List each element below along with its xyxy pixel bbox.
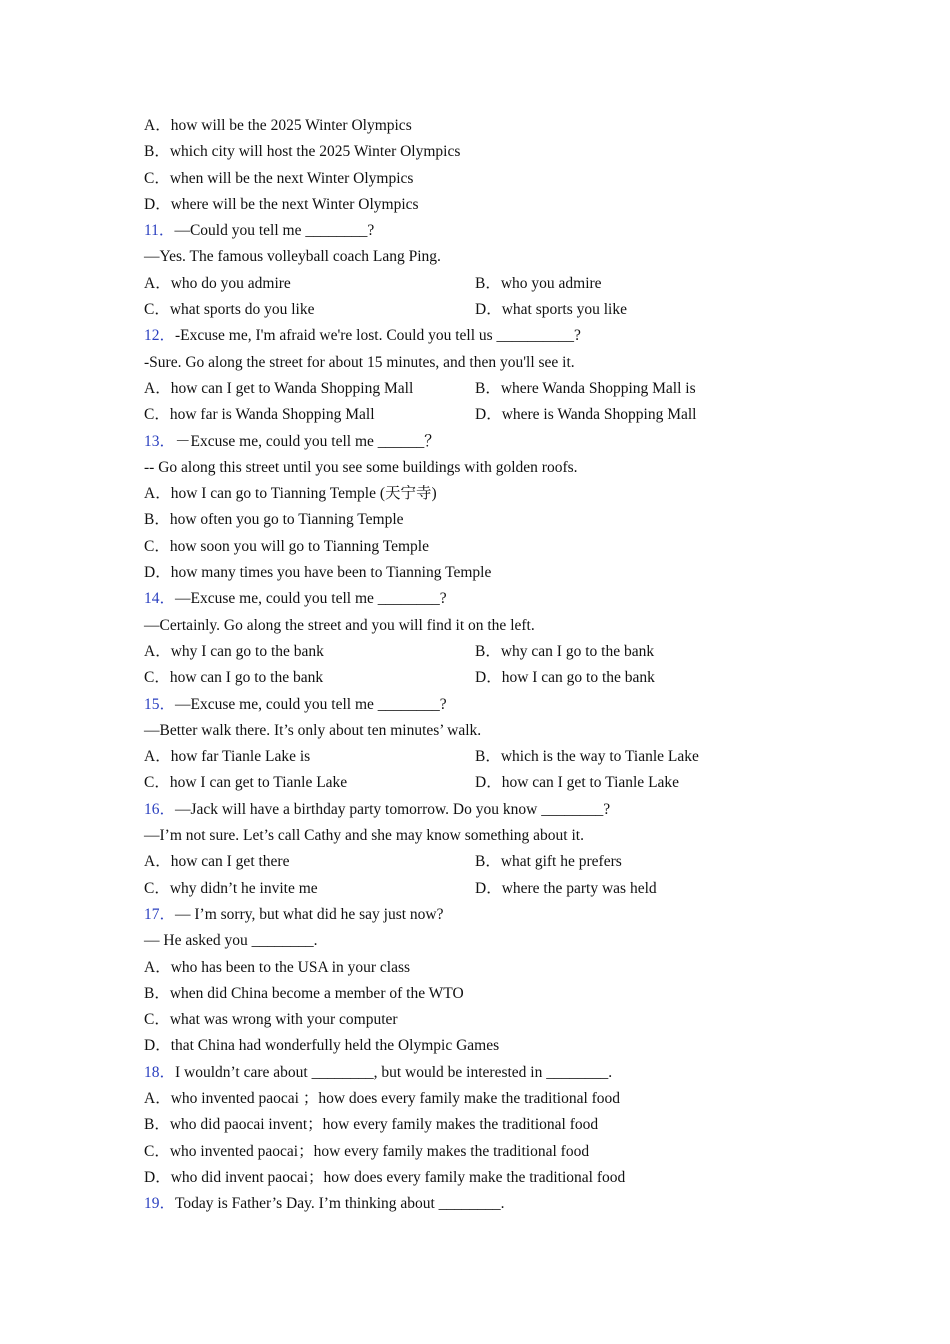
question-stem: －Excuse me, could you tell me ______？ [175,432,440,450]
question-number: 19． [144,1195,176,1213]
q11-reply: —Yes. The famous volleyball coach Lang Ping. [144,248,441,266]
q16-option-d: D．where the party was held [475,879,657,897]
q12-option-b: B．where Wanda Shopping Mall is [475,379,696,397]
q16-reply: —I’m not sure. Let’s call Cathy and she may know something about it. [144,827,584,845]
q12-options-row-1 [144,376,844,402]
q17-option-c: C．what was wrong with your computer [144,1011,398,1029]
q11-options-row-1 [144,271,844,297]
q11-option-c: C．what sports do you like [144,301,315,319]
q18-option-d: D．who did invent paocai；how does every family make the traditional food [144,1168,626,1186]
q18-option-c: C．who invented paocai；how every family makes the traditional food [144,1142,590,1160]
q12-option-d: D．where is Wanda Shopping Mall [475,406,697,424]
question-number: 13． [144,432,176,450]
question-17 [144,902,844,928]
question-number: 18． [144,1063,176,1081]
question-stem: — I’m sorry, but what did he say just now? [175,905,444,923]
question-15 [144,692,844,718]
q10-option-b: B．which city will host the 2025 Winter Olympics [144,143,461,161]
q10-option-c: C．when will be the next Winter Olympics [144,169,414,187]
q15-option-a: A．how far Tianle Lake is [144,748,311,766]
q15-option-c: C．how I can get to Tianle Lake [144,774,348,792]
q11-option-a: A．who do you admire [144,274,291,292]
q17-option-b: B．when did China become a member of the WTO [144,984,464,1002]
q16-option-c: C．why didn’t he invite me [144,879,318,897]
question-stem: —Excuse me, could you tell me ________? [175,695,447,713]
question-19 [144,1191,844,1217]
question-stem: I wouldn’t care about ________, but would be interested in ________. [175,1063,613,1081]
q16-option-b: B．what gift he prefers [475,853,622,871]
question-stem: -Excuse me, I'm afraid we're lost. Could you tell us __________? [175,327,581,345]
q18-option-b: B．who did paocai invent；how every family makes the traditional food [144,1116,599,1134]
q11-option-d: D．what sports you like [475,301,627,319]
q13-option-c: C．how soon you will go to Tianning Temple [144,537,429,555]
q14-option-d: D．how I can go to the bank [475,669,655,687]
q10-option-d: D．where will be the next Winter Olympics [144,195,419,213]
q16-option-a: A．how can I get there [144,853,290,871]
q13-reply: -- Go along this street until you see some buildings with golden roofs. [144,458,578,476]
question-16 [144,797,844,823]
question-stem: —Excuse me, could you tell me ________? [175,590,447,608]
question-11 [144,218,844,244]
question-number: 11． [144,222,175,240]
q17-reply: — He asked you ________. [144,932,318,950]
question-stem: —Could you tell me ________? [174,222,375,240]
question-14 [144,586,844,612]
q12-option-a: A．how can I get to Wanda Shopping Mall [144,379,414,397]
q14-options-row-2 [144,665,844,691]
q15-options-row-2 [144,770,844,796]
question-18 [144,1060,844,1086]
q14-option-c: C．how can I go to the bank [144,669,324,687]
q14-option-a: A．why I can go to the bank [144,642,324,660]
question-number: 16． [144,800,176,818]
q14-option-b: B．why can I go to the bank [475,642,655,660]
question-12 [144,323,844,349]
q12-reply: -Sure. Go along the street for about 15 minutes, and then you'll see it. [144,353,575,371]
question-13 [144,429,844,455]
q14-reply: —Certainly. Go along the street and you will find it on the left. [144,616,535,634]
q17-option-a: A．who has been to the USA in your class [144,958,411,976]
q14-options-row-1 [144,639,844,665]
q13-option-a: A．how I can go to Tianning Temple (天宁寺) [144,485,437,503]
q17-option-d: D．that China had wonderfully held the Olympic Games [144,1037,500,1055]
q12-option-c: C．how far is Wanda Shopping Mall [144,406,375,424]
q15-option-d: D．how can I get to Tianle Lake [475,774,680,792]
q16-options-row-1 [144,849,844,875]
question-number: 17． [144,905,176,923]
question-stem: Today is Father’s Day. I’m thinking about ________. [175,1195,505,1213]
q16-options-row-2 [144,876,844,902]
question-number: 14． [144,590,176,608]
worksheet [144,113,844,1217]
q15-option-b: B．which is the way to Tianle Lake [475,748,699,766]
q15-options-row-1 [144,744,844,770]
q15-reply: —Better walk there. It’s only about ten minutes’ walk. [144,721,482,739]
q10-option-a: A．how will be the 2025 Winter Olympics [144,117,412,134]
q13-option-d: D．how many times you have been to Tianning Temple [144,564,492,582]
q11-options-row-2 [144,297,844,323]
question-number: 12． [144,327,176,345]
q12-options-row-2 [144,402,844,428]
question-stem: —Jack will have a birthday party tomorrow. Do you know ________? [175,800,611,818]
q18-option-a: A．who invented paocai ；how does every family make the traditional food [144,1089,621,1107]
q13-option-b: B．how often you go to Tianning Temple [144,511,404,529]
question-number: 15． [144,695,176,713]
q11-option-b: B．who you admire [475,274,602,292]
